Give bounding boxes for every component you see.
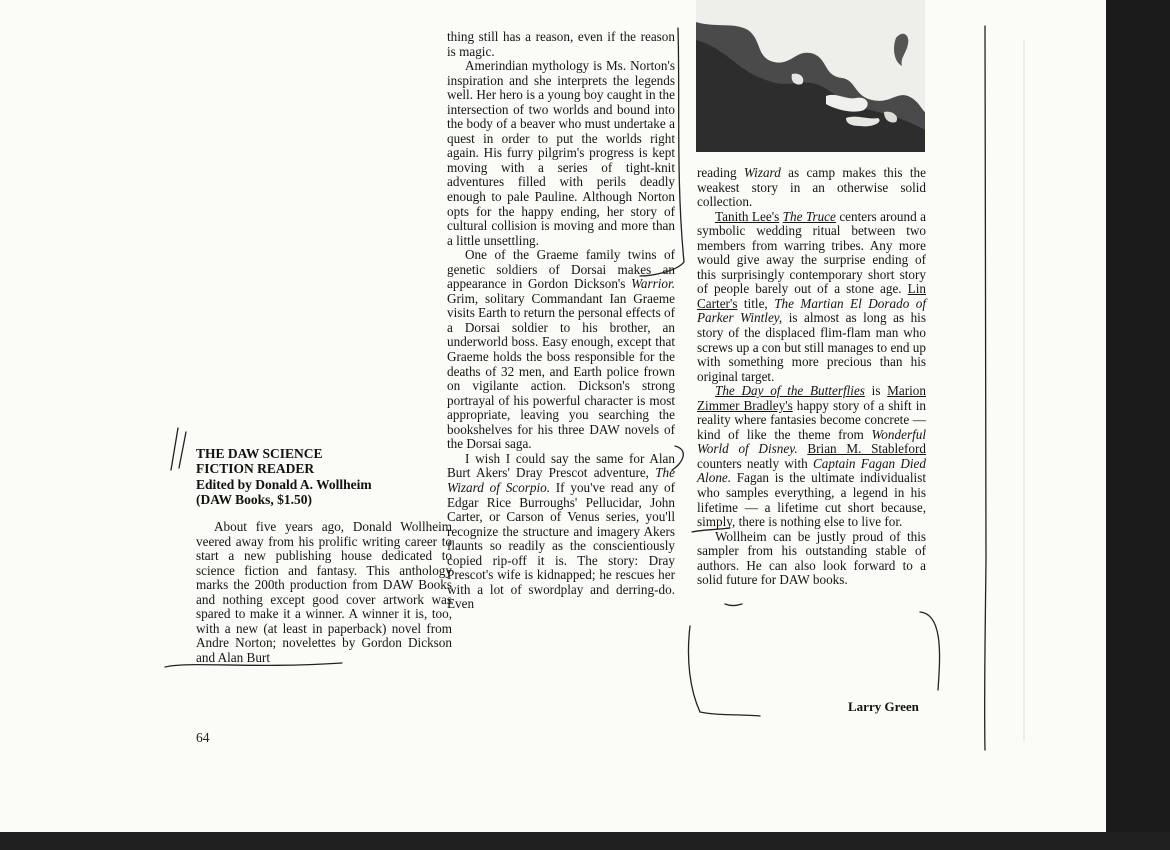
text-run: title, [737,295,775,311]
text-run: happy story of a shift in reality where fantasies become concrete — kind of like the theme from [697,397,926,442]
book-title: Captain Fagan Died Alone. [697,455,926,486]
book-title: Wonderful World of Disney. [697,426,926,457]
book-title-line-2: FICTION READER [196,461,315,477]
author-name: Lin Carter's [697,281,926,311]
bracket-mark [688,626,760,716]
text-run: Grim, solitary Commandant Ian Graeme visits Earth to return the personal effects of a Dorsai soldier to his brother, an underworld boss. Easy enough, except that Graeme holds the boss responsible for the deaths of 32 men, and Earth police frown on vigilante action. Dickson's strong portrayal of his powerful character is most appropriate, leaving you searching the bookshelves for his three DAW novels of the Dorsai saga. [447,290,675,452]
publisher-price-line: (DAW Books, $1.50) [196,491,313,507]
bracket-mark [672,446,683,470]
book-title: The Wizard of Scorpio. [447,465,675,495]
text-run: One of the Graeme family twins of genetic soldiers of Dorsai makes an appearance in Gordon Dickson's [447,247,675,292]
text-run: counters neatly with [697,455,813,471]
book-title: The Truce [782,208,836,224]
tick-mark [692,528,730,532]
tick-mark [725,604,742,606]
page-number: 64 [196,730,210,745]
scanner-background-bottom [0,832,1170,850]
text-run: If you've read any of Edgar Rice Burroughs' Pellucidar, John Carter, or Carson of Venus series, you'll recognize the structure and imagery Akers flaunts so readily as the conscientiously copied rip-off it is. The story: Dray Prescot's wife is kidnapped; he rescues her with a lot of swordplay and derring-do. Even [447,479,675,612]
text-run: reading [697,165,744,180]
pen-slash-mark [179,432,186,468]
text-run: centers around a symbolic wedding ritual between two members from warring tribes. Any more would give away the surprise ending of this surprisingly contemporary short story of people barely out of a stone age. [697,208,926,297]
margin-line [985,26,986,750]
book-title: The Day of the Butterflies [715,383,865,399]
paragraph: thing still has a reason, even if the reason is magic. [447,29,675,59]
book-title: Warrior. [631,276,675,292]
book-title-line-1: THE DAW SCIENCE [196,446,323,461]
text-run: I wish I could say the same for Alan Burt Akers' Dray Prescot adventure, [447,450,675,481]
underline-mark [165,663,342,667]
book-title: Wizard [743,165,781,180]
author-name: Marion Zimmer Bradley's [697,383,926,413]
bracket-mark [640,28,684,276]
reviewer-credit: Larry Green [848,699,919,714]
text-run: Fagan is the ultimate individualist who samples everything, a legend in his lifetime — a lifetime cut short because, simply, there is nothing else to live for. [697,470,926,530]
pen-slash-mark [171,428,178,470]
paragraph: About five years ago, Donald Wollheim veered away from his prolific writing career to start a new publishing house dedicated to science fiction and fantasy. This anthology marks the 200th production from DAW Books and nothing except good cover artwork was spared to make it a winner. A winner it is, too, with a new (at least in paperback) novel from Andre Norton; novelettes by Gordon Dickson and Alan Burt [196,519,452,665]
paragraph: Wollheim can be justly proud of this sampler from his outstanding stable of authors. He can also look forward to a solid future for DAW books. [697,528,926,588]
author-name: Brian M. Stableford [807,441,927,457]
scanner-background-right [1106,0,1170,850]
text-run: is [864,383,888,399]
editor-line: Edited by Donald A. Wollheim [196,476,372,492]
bracket-mark [920,612,940,690]
text-run: as camp makes this the weakest story in an otherwise solid collection. [697,165,926,210]
book-title: The Martian El Dorado of Parker Wintley, [697,295,927,326]
text-run: is almost as long as his story of the displaced flim-flam man who screws up a con but still manages to end up with something more precious than his original target. [697,310,926,384]
author-name: Tanith Lee's [715,208,780,224]
paragraph: Amerindian mythology is Ms. Norton's inspiration and she interprets the legends well. Her hero is a young boy caught in the intersection of two worlds and bound into the body of a beaver who must undertake a quest in order to put the worlds right again. His furry pilgrim's progress is kept moving with a series of tight-knit adventures filled with perils deadly enough to pale Pauline. Although Norton opts for the happy ending, her story of cultural collision is moving and more than a little unsettling. [447,58,675,248]
